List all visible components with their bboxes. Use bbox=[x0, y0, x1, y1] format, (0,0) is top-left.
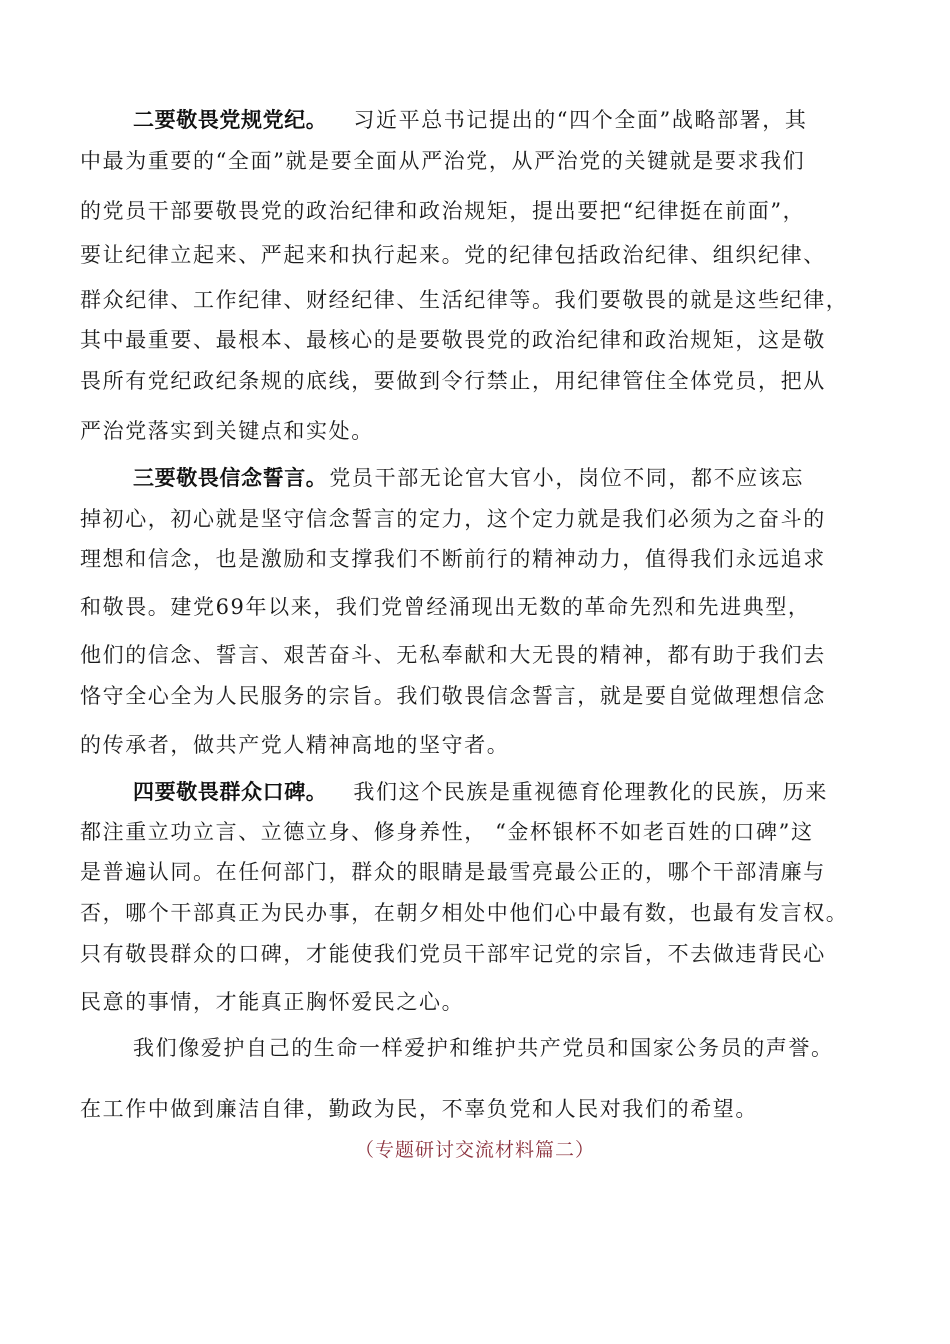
paragraph-line: 群众纪律、工作纪律、财经纪律、生活纪律等。我们要敬畏的就是这些纪律， bbox=[80, 288, 849, 312]
paragraph-line: 掉初心，初心就是坚守信念誓言的定力，这个定力就是我们必须为之奋斗的 bbox=[80, 507, 826, 531]
paragraph-line: 否，哪个干部真正为民办事，在朝夕相处中他们心中最有数，也最有发言权。 bbox=[80, 901, 849, 925]
paragraph-line: 的传承者，做共产党人精神高地的坚守者。 bbox=[80, 733, 510, 757]
paragraph-line bbox=[133, 464, 873, 492]
paragraph-line bbox=[133, 778, 873, 806]
footer-note: （专题研讨交流材料篇二） bbox=[354, 1139, 595, 1161]
paragraph-text: 我们这个民族是重视德育伦理教化的民族，历来 bbox=[353, 780, 829, 804]
paragraph-line: 要让纪律立起来、严起来和执行起来。党的纪律包括政治纪律、组织纪律、 bbox=[80, 243, 826, 267]
paragraph-line bbox=[133, 106, 873, 134]
section-heading: 三要敬畏信念誓言。 bbox=[133, 466, 328, 490]
section-heading: 四要敬畏群众口碑。 bbox=[133, 780, 328, 804]
paragraph-line: 的党员干部要敬畏党的政治纪律和政治规矩，提出要把“纪律挺在前面”， bbox=[80, 199, 806, 223]
closing-line: 在工作中做到廉洁自律，勤政为民，不辜负党和人民对我们的希望。 bbox=[80, 1097, 758, 1121]
paragraph-line: 恪守全心全为人民服务的宗旨。我们敬畏信念誓言，就是要自觉做理想信念 bbox=[80, 684, 826, 708]
section-heading: 二要敬畏党规党纪。 bbox=[133, 108, 328, 132]
paragraph-line: 民意的事情，才能真正胸怀爱民之心。 bbox=[80, 990, 465, 1014]
paragraph-line: 是普遍认同。在任何部门，群众的眼睛是最雪亮最公正的，哪个干部清廉与 bbox=[80, 860, 826, 884]
paragraph-line: 畏所有党纪政纪条规的底线，要做到令行禁止，用纪律管住全体党员，把从 bbox=[80, 369, 826, 393]
paragraph-line: 中最为重要的“全面”就是要全面从严治党，从严治党的关键就是要求我们 bbox=[80, 149, 806, 173]
paragraph-text: 党员干部无论官大官小，岗位不同，都不应该忘 bbox=[329, 466, 805, 490]
paragraph-text: 习近平总书记提出的“四个全面”战略部署，其 bbox=[353, 108, 808, 132]
paragraph-line: 和敬畏。建党69年以来，我们党曾经涌现出无数的革命先烈和先进典型， bbox=[80, 595, 811, 619]
closing-line: 我们像爱护自己的生命一样爱护和维护共产党员和国家公务员的声誉。 bbox=[133, 1036, 834, 1060]
paragraph-line: 理想和信念，也是激励和支撑我们不断前行的精神动力，值得我们永远追求 bbox=[80, 547, 826, 571]
paragraph-line: 他们的信念、誓言、艰苦奋斗、无私奉献和大无畏的精神，都有助于我们去 bbox=[80, 643, 826, 667]
paragraph-line: 严治党落实到关键点和实处。 bbox=[80, 419, 374, 443]
paragraph-line: 其中最重要、最根本、最核心的是要敬畏党的政治纪律和政治规矩，这是敬 bbox=[80, 328, 826, 352]
paragraph-line: 只有敬畏群众的口碑，才能使我们党员干部牢记党的宗旨，不去做违背民心 bbox=[80, 942, 826, 966]
paragraph-line: 都注重立功立言、立德立身、修身养性， “金杯银杯不如老百姓的口碑”这 bbox=[80, 820, 814, 844]
